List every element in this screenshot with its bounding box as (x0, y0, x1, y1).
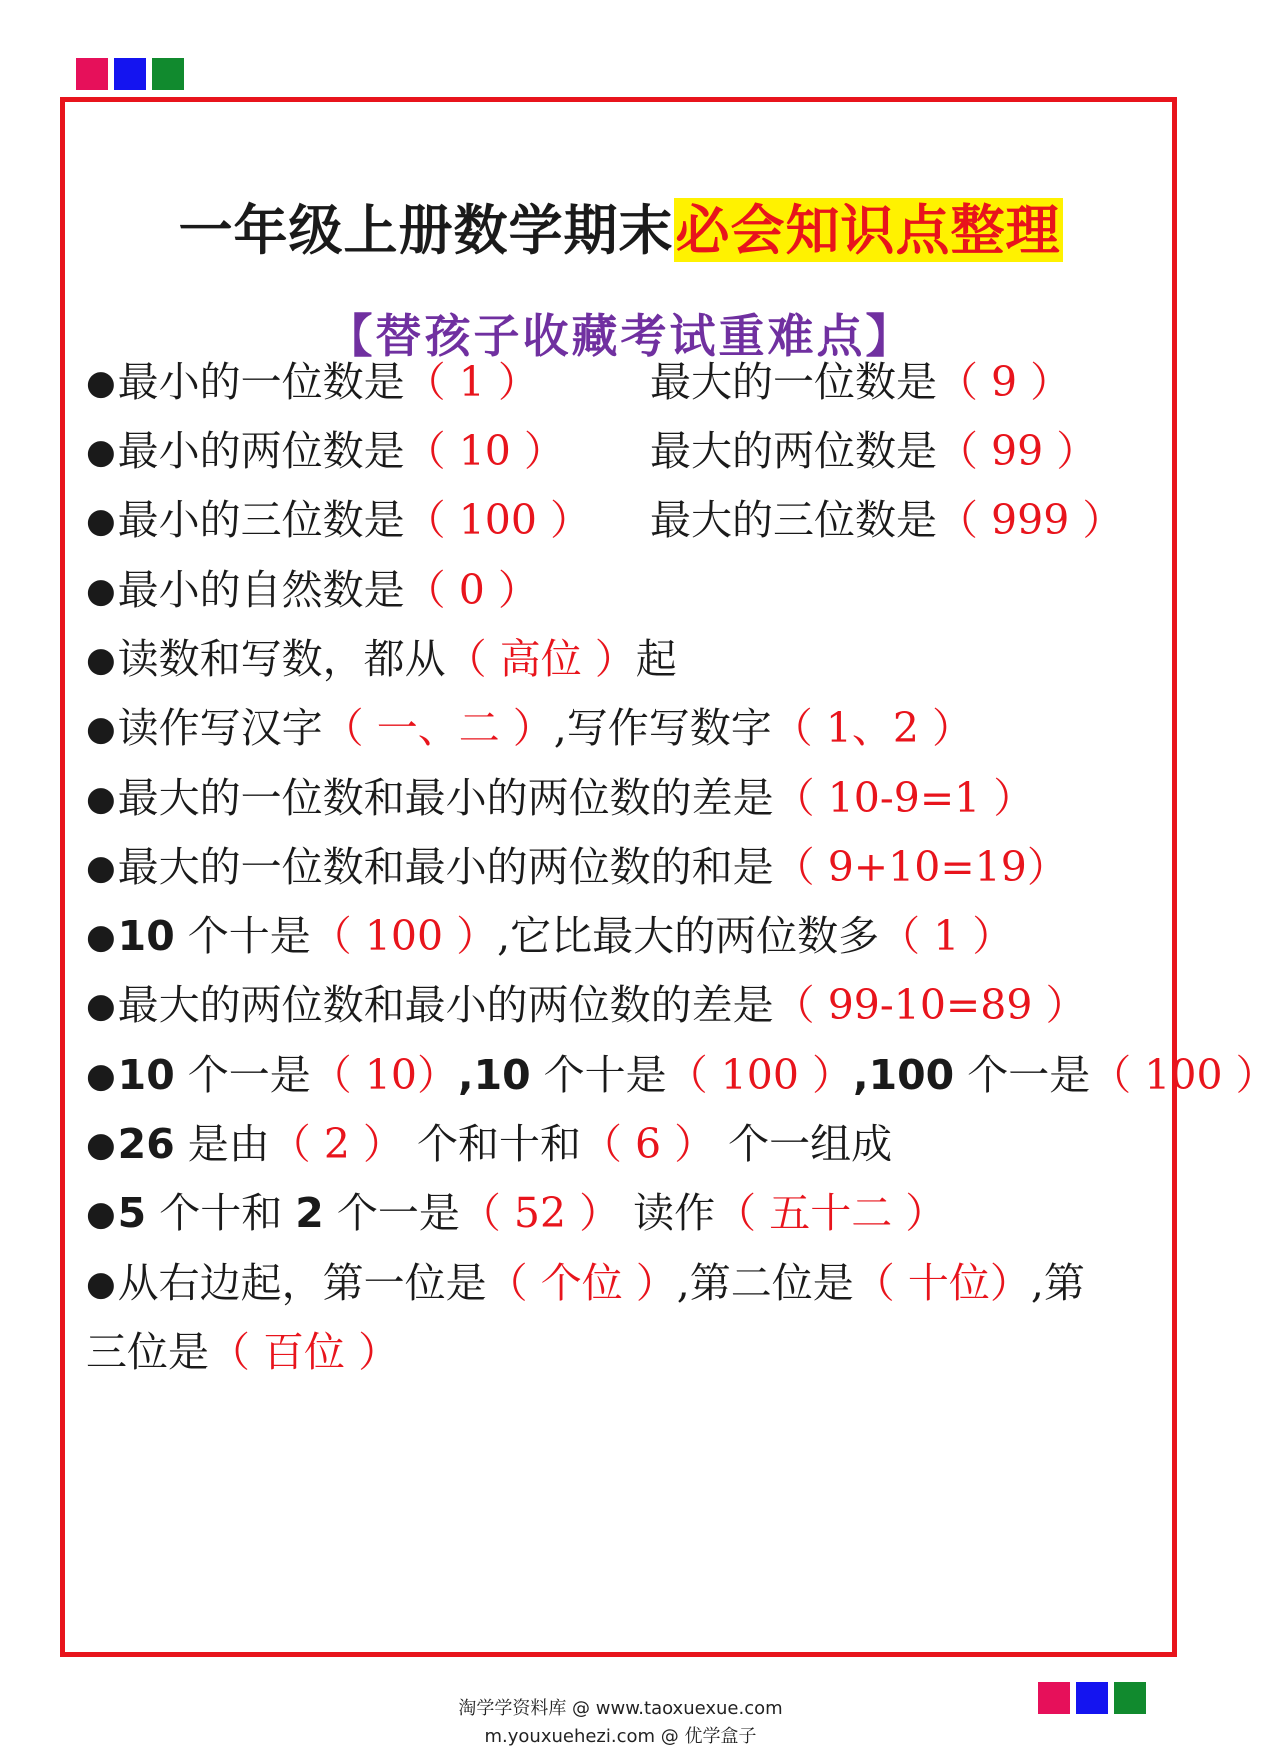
line-text: 是由 (174, 1120, 270, 1168)
line-text: 个一组成 (715, 1120, 893, 1168)
page-subtitle: 【替孩子收藏考试重难点】 (326, 309, 915, 363)
line-answer: （ 0 ） (404, 566, 539, 614)
line-text: ,它比最大的两位数多 (497, 912, 880, 960)
line-answer: （ 10 ） (404, 427, 565, 475)
line-answer: （ 五十二 ） (715, 1189, 947, 1237)
line-text: 最大的两位数是 (650, 427, 937, 475)
bullet-icon: ● (86, 640, 116, 680)
line-text: 个一是 (174, 1051, 311, 1099)
knowledge-line-1-right (650, 352, 1071, 412)
footer-line-2: m.youxuehezi.com @ 优学盒子 (484, 1726, 757, 1747)
line-answer: （ 100 ） (404, 496, 591, 544)
line-text: 最大的一位数和最小的两位数的和是 (117, 843, 774, 891)
line-answer: （ 52 ） (459, 1189, 621, 1237)
knowledge-line-11 (86, 1045, 1277, 1106)
line-text: 最大的一位数是 (650, 358, 937, 406)
knowledge-line-14 (86, 1253, 1085, 1314)
line-answer: （ 9 ） (937, 358, 1072, 406)
line-answer: （ 1、2 ） (771, 704, 974, 752)
knowledge-line-7 (86, 768, 1034, 829)
line-text: 最小的一位数是 (117, 358, 405, 406)
line-answer: （ 6 ） (580, 1120, 716, 1168)
line-answer: （ 高位 ） (445, 635, 636, 683)
line-answer: （ 十位） (853, 1259, 1031, 1307)
knowledge-line-4 (86, 560, 539, 621)
line-text: 三位是 (86, 1328, 209, 1376)
green-square-icon (152, 58, 184, 90)
line-text: 个十和 (146, 1189, 296, 1237)
bullet-icon: ● (86, 432, 116, 472)
knowledge-line-2 (86, 421, 565, 482)
line-answer: （ 99 ） (937, 427, 1098, 475)
bullet-icon: ● (86, 1194, 116, 1234)
line-answer: （ 100 ） (310, 912, 498, 960)
line-text: 最小的两位数是 (117, 427, 405, 475)
line-answer: （ 1 ） (404, 358, 539, 406)
line-number: ,100 (853, 1051, 955, 1099)
line-answer: （ 10-9=1 ） (773, 774, 1035, 822)
knowledge-line-9 (86, 906, 1013, 967)
title-highlight: 必会知识点整理 (675, 198, 1061, 262)
bullet-icon: ● (86, 917, 116, 957)
title-main: 一年级上册数学期末 (178, 198, 674, 262)
line-text: 读数和写数，都从 (117, 635, 446, 683)
line-text: ,第 (1030, 1259, 1085, 1307)
knowledge-line-14-cont (86, 1322, 399, 1382)
line-answer: （ 100 ） (666, 1051, 854, 1099)
knowledge-line-3-right (650, 490, 1123, 550)
knowledge-line-2-right (650, 421, 1097, 481)
bullet-icon: ● (86, 1264, 116, 1304)
line-number: 26 (117, 1120, 175, 1168)
line-text: 起 (635, 635, 677, 683)
line-answer: （ 999 ） (937, 496, 1124, 544)
line-number: 5 (117, 1189, 147, 1237)
bullet-icon: ● (86, 501, 116, 541)
bullet-icon: ● (86, 363, 116, 403)
line-text: 个十是 (530, 1051, 667, 1099)
line-text: 最大的一位数和最小的两位数的差是 (117, 774, 774, 822)
line-answer: （ 99-10=89 ） (773, 981, 1087, 1029)
line-text: 个十是 (174, 912, 311, 960)
line-answer: （ 一、二 ） (322, 704, 554, 752)
knowledge-line-3 (86, 490, 591, 551)
line-number: ,10 (458, 1051, 531, 1099)
line-answer: （ 9+10=19） (773, 843, 1068, 891)
line-answer: （ 1 ） (879, 912, 1014, 960)
bullet-icon: ● (86, 986, 116, 1026)
bullet-icon: ● (86, 1125, 116, 1165)
line-answer: （ 百位 ） (209, 1328, 400, 1376)
line-answer: （ 10） (310, 1051, 458, 1099)
line-text: 从右边起，第一位是 (117, 1259, 487, 1307)
bullet-icon: ● (86, 848, 116, 888)
line-text: 个和十和 (403, 1120, 581, 1168)
line-answer: （ 2 ） (269, 1120, 404, 1168)
bullet-icon: ● (86, 571, 116, 611)
line-text: 最小的自然数是 (117, 566, 405, 614)
line-answer: （ 个位 ） (486, 1259, 677, 1307)
line-text: 读作写汉字 (117, 704, 323, 752)
color-squares-top (76, 58, 184, 90)
line-number: 10 (117, 912, 175, 960)
knowledge-line-12 (86, 1114, 892, 1175)
knowledge-line-5 (86, 629, 677, 690)
knowledge-line-10 (86, 975, 1086, 1036)
line-text: 最小的三位数是 (117, 496, 405, 544)
knowledge-line-13 (86, 1183, 946, 1244)
line-text: ,写作写数字 (553, 704, 772, 752)
page-title (0, 188, 1241, 265)
knowledge-line-6 (86, 698, 973, 759)
line-text: 最大的两位数和最小的两位数的差是 (117, 981, 774, 1029)
line-text: 读作 (620, 1189, 716, 1237)
line-text: 最大的三位数是 (650, 496, 937, 544)
blue-square-icon (114, 58, 146, 90)
magenta-square-icon (76, 58, 108, 90)
bullet-icon: ● (86, 779, 116, 819)
line-text: ,第二位是 (676, 1259, 854, 1307)
knowledge-line-1 (86, 352, 539, 413)
bullet-icon: ● (86, 1056, 116, 1096)
line-number: 10 (117, 1051, 175, 1099)
bullet-icon: ● (86, 709, 116, 749)
line-number: 2 (295, 1189, 324, 1237)
line-answer: （ 100 ） (1090, 1051, 1277, 1099)
line-text: 个一是 (954, 1051, 1091, 1099)
line-text: 个一是 (323, 1189, 460, 1237)
knowledge-line-8 (86, 837, 1068, 898)
footer-line-1: 淘学学资料库 @ www.taoxuexue.com (458, 1698, 783, 1719)
